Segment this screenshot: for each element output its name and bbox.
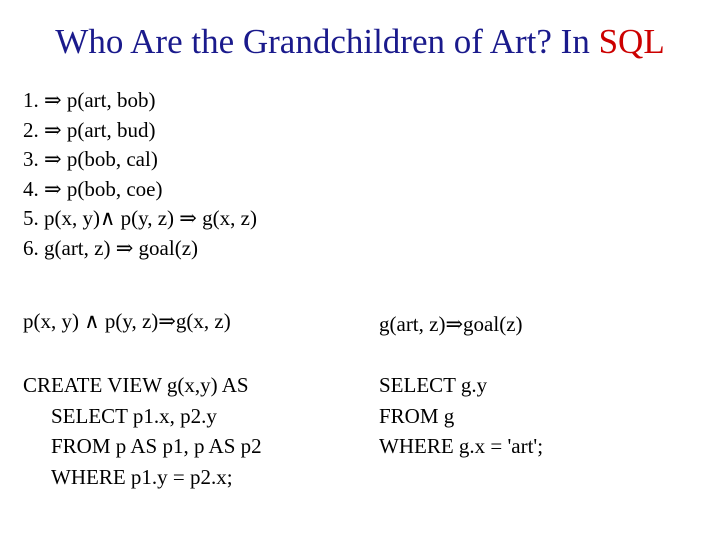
sql-line: SELECT g.y <box>379 373 488 397</box>
sql-line: FROM g <box>379 403 455 428</box>
sql-line: WHERE g.x = 'art'; <box>379 434 544 458</box>
rule-2: 2. ⇒ p(art, bud) <box>23 117 156 142</box>
sql-line: CREATE VIEW g(x,y) AS <box>23 373 249 397</box>
goal-rule-expression: g(art, z)⇒goal(z) <box>379 312 523 336</box>
rule-6: 6. g(art, z) ⇒ goal(z) <box>23 235 199 260</box>
select-query-sql <box>379 370 543 462</box>
rule-list <box>23 86 257 263</box>
create-view-sql <box>23 370 262 492</box>
slide-title-text: Who Are the Grandchildren of Art? In <box>55 22 599 61</box>
slide-title-highlight: SQL <box>598 22 665 61</box>
rule-4: 4. ⇒ p(bob, coe) <box>23 176 163 201</box>
rule-3: 3. ⇒ p(bob, cal) <box>23 147 158 171</box>
rule-5: 5. p(x, y)∧ p(y, z) ⇒ g(x, z) <box>23 206 257 230</box>
sql-line: WHERE p1.y = p2.x; <box>51 464 233 489</box>
sql-line: SELECT p1.x, p2.y <box>51 403 217 428</box>
grandparent-rule-expression: p(x, y) ∧ p(y, z)⇒g(x, z) <box>23 309 231 333</box>
slide-title <box>0 22 720 62</box>
sql-line: FROM p AS p1, p AS p2 <box>51 434 262 458</box>
rule-1: 1. ⇒ p(art, bob) <box>23 88 156 112</box>
